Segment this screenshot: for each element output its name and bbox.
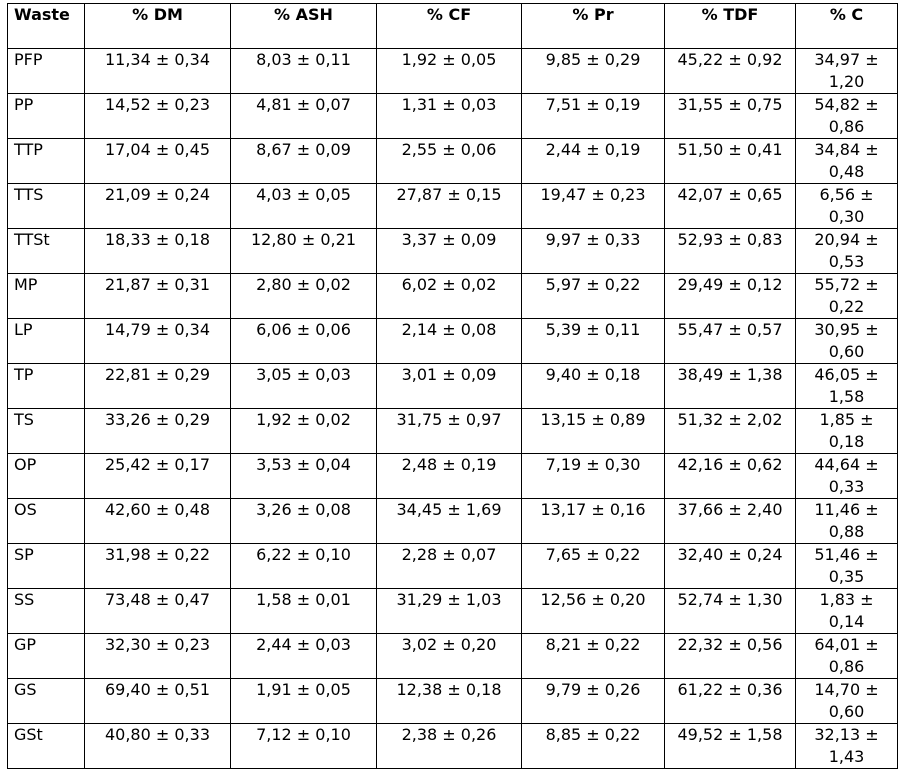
table-row <box>8 544 898 589</box>
cell-waste: OP <box>8 454 85 499</box>
table-row <box>8 679 898 724</box>
cell-c: 34,84 ± 0,48 <box>796 139 898 184</box>
cell-dm: 25,42 ± 0,17 <box>85 454 231 499</box>
cell-dm: 18,33 ± 0,18 <box>85 229 231 274</box>
cell-tdf: 42,07 ± 0,65 <box>665 184 796 229</box>
cell-cf: 34,45 ± 1,69 <box>377 499 522 544</box>
table-row <box>8 634 898 679</box>
cell-ash: 3,05 ± 0,03 <box>231 364 377 409</box>
cell-ash: 6,22 ± 0,10 <box>231 544 377 589</box>
cell-ash: 1,91 ± 0,05 <box>231 679 377 724</box>
header-c: % C <box>796 4 898 49</box>
cell-dm: 69,40 ± 0,51 <box>85 679 231 724</box>
cell-pr: 9,85 ± 0,29 <box>522 49 665 94</box>
cell-cf: 27,87 ± 0,15 <box>377 184 522 229</box>
cell-c: 44,64 ± 0,33 <box>796 454 898 499</box>
cell-c: 1,83 ± 0,14 <box>796 589 898 634</box>
cell-c: 30,95 ± 0,60 <box>796 319 898 364</box>
cell-pr: 8,85 ± 0,22 <box>522 724 665 769</box>
cell-waste: TS <box>8 409 85 454</box>
cell-tdf: 29,49 ± 0,12 <box>665 274 796 319</box>
cell-waste: PFP <box>8 49 85 94</box>
cell-waste: GSt <box>8 724 85 769</box>
cell-cf: 2,28 ± 0,07 <box>377 544 522 589</box>
cell-ash: 2,80 ± 0,02 <box>231 274 377 319</box>
cell-cf: 2,38 ± 0,26 <box>377 724 522 769</box>
cell-ash: 1,58 ± 0,01 <box>231 589 377 634</box>
cell-cf: 1,92 ± 0,05 <box>377 49 522 94</box>
table-row <box>8 184 898 229</box>
cell-tdf: 38,49 ± 1,38 <box>665 364 796 409</box>
header-cf: % CF <box>377 4 522 49</box>
cell-waste: SS <box>8 589 85 634</box>
cell-ash: 3,53 ± 0,04 <box>231 454 377 499</box>
cell-tdf: 61,22 ± 0,36 <box>665 679 796 724</box>
cell-pr: 19,47 ± 0,23 <box>522 184 665 229</box>
cell-tdf: 55,47 ± 0,57 <box>665 319 796 364</box>
cell-waste: GP <box>8 634 85 679</box>
cell-waste: TTS <box>8 184 85 229</box>
cell-pr: 2,44 ± 0,19 <box>522 139 665 184</box>
cell-dm: 21,87 ± 0,31 <box>85 274 231 319</box>
cell-ash: 8,03 ± 0,11 <box>231 49 377 94</box>
cell-cf: 1,31 ± 0,03 <box>377 94 522 139</box>
header-ash: % ASH <box>231 4 377 49</box>
cell-c: 64,01 ± 0,86 <box>796 634 898 679</box>
cell-tdf: 37,66 ± 2,40 <box>665 499 796 544</box>
cell-tdf: 51,50 ± 0,41 <box>665 139 796 184</box>
cell-dm: 11,34 ± 0,34 <box>85 49 231 94</box>
cell-tdf: 45,22 ± 0,92 <box>665 49 796 94</box>
cell-c: 6,56 ± 0,30 <box>796 184 898 229</box>
cell-pr: 9,79 ± 0,26 <box>522 679 665 724</box>
cell-waste: MP <box>8 274 85 319</box>
cell-ash: 3,26 ± 0,08 <box>231 499 377 544</box>
cell-waste: GS <box>8 679 85 724</box>
cell-dm: 73,48 ± 0,47 <box>85 589 231 634</box>
cell-waste: SP <box>8 544 85 589</box>
cell-ash: 4,81 ± 0,07 <box>231 94 377 139</box>
cell-waste: TTP <box>8 139 85 184</box>
table-row <box>8 94 898 139</box>
cell-dm: 14,52 ± 0,23 <box>85 94 231 139</box>
cell-pr: 9,97 ± 0,33 <box>522 229 665 274</box>
cell-pr: 7,19 ± 0,30 <box>522 454 665 499</box>
table-header <box>8 4 898 49</box>
cell-pr: 8,21 ± 0,22 <box>522 634 665 679</box>
cell-c: 20,94 ± 0,53 <box>796 229 898 274</box>
cell-c: 1,85 ± 0,18 <box>796 409 898 454</box>
cell-ash: 1,92 ± 0,02 <box>231 409 377 454</box>
cell-cf: 2,48 ± 0,19 <box>377 454 522 499</box>
cell-pr: 7,51 ± 0,19 <box>522 94 665 139</box>
cell-cf: 3,02 ± 0,20 <box>377 634 522 679</box>
cell-cf: 31,29 ± 1,03 <box>377 589 522 634</box>
cell-pr: 7,65 ± 0,22 <box>522 544 665 589</box>
table-row <box>8 499 898 544</box>
cell-ash: 4,03 ± 0,05 <box>231 184 377 229</box>
cell-dm: 31,98 ± 0,22 <box>85 544 231 589</box>
table-row <box>8 139 898 184</box>
cell-tdf: 49,52 ± 1,58 <box>665 724 796 769</box>
cell-c: 32,13 ± 1,43 <box>796 724 898 769</box>
cell-dm: 40,80 ± 0,33 <box>85 724 231 769</box>
cell-dm: 42,60 ± 0,48 <box>85 499 231 544</box>
cell-dm: 21,09 ± 0,24 <box>85 184 231 229</box>
table-row <box>8 364 898 409</box>
cell-waste: TTSt <box>8 229 85 274</box>
cell-dm: 22,81 ± 0,29 <box>85 364 231 409</box>
cell-tdf: 52,93 ± 0,83 <box>665 229 796 274</box>
cell-cf: 3,37 ± 0,09 <box>377 229 522 274</box>
cell-waste: LP <box>8 319 85 364</box>
cell-c: 54,82 ± 0,86 <box>796 94 898 139</box>
composition-table <box>7 3 898 769</box>
cell-ash: 7,12 ± 0,10 <box>231 724 377 769</box>
cell-dm: 14,79 ± 0,34 <box>85 319 231 364</box>
cell-c: 55,72 ± 0,22 <box>796 274 898 319</box>
cell-ash: 6,06 ± 0,06 <box>231 319 377 364</box>
cell-tdf: 31,55 ± 0,75 <box>665 94 796 139</box>
cell-dm: 33,26 ± 0,29 <box>85 409 231 454</box>
cell-ash: 12,80 ± 0,21 <box>231 229 377 274</box>
table-row <box>8 454 898 499</box>
cell-cf: 2,55 ± 0,06 <box>377 139 522 184</box>
header-tdf: % TDF <box>665 4 796 49</box>
table-row <box>8 229 898 274</box>
cell-c: 11,46 ± 0,88 <box>796 499 898 544</box>
table-row <box>8 589 898 634</box>
cell-waste: OS <box>8 499 85 544</box>
cell-ash: 8,67 ± 0,09 <box>231 139 377 184</box>
cell-c: 14,70 ± 0,60 <box>796 679 898 724</box>
cell-cf: 31,75 ± 0,97 <box>377 409 522 454</box>
cell-waste: TP <box>8 364 85 409</box>
cell-pr: 12,56 ± 0,20 <box>522 589 665 634</box>
cell-cf: 2,14 ± 0,08 <box>377 319 522 364</box>
header-dm: % DM <box>85 4 231 49</box>
cell-cf: 12,38 ± 0,18 <box>377 679 522 724</box>
cell-pr: 13,17 ± 0,16 <box>522 499 665 544</box>
cell-pr: 5,39 ± 0,11 <box>522 319 665 364</box>
cell-dm: 32,30 ± 0,23 <box>85 634 231 679</box>
cell-pr: 9,40 ± 0,18 <box>522 364 665 409</box>
table-body <box>8 49 898 769</box>
header-waste: Waste <box>8 4 85 49</box>
cell-tdf: 51,32 ± 2,02 <box>665 409 796 454</box>
table-row <box>8 409 898 454</box>
cell-pr: 5,97 ± 0,22 <box>522 274 665 319</box>
table-row <box>8 274 898 319</box>
cell-tdf: 22,32 ± 0,56 <box>665 634 796 679</box>
cell-tdf: 32,40 ± 0,24 <box>665 544 796 589</box>
cell-cf: 6,02 ± 0,02 <box>377 274 522 319</box>
header-pr: % Pr <box>522 4 665 49</box>
table-row <box>8 319 898 364</box>
cell-tdf: 42,16 ± 0,62 <box>665 454 796 499</box>
cell-pr: 13,15 ± 0,89 <box>522 409 665 454</box>
cell-cf: 3,01 ± 0,09 <box>377 364 522 409</box>
cell-waste: PP <box>8 94 85 139</box>
cell-c: 51,46 ± 0,35 <box>796 544 898 589</box>
cell-c: 34,97 ± 1,20 <box>796 49 898 94</box>
cell-tdf: 52,74 ± 1,30 <box>665 589 796 634</box>
cell-ash: 2,44 ± 0,03 <box>231 634 377 679</box>
table-row <box>8 49 898 94</box>
header-row <box>8 4 898 49</box>
cell-c: 46,05 ± 1,58 <box>796 364 898 409</box>
cell-dm: 17,04 ± 0,45 <box>85 139 231 184</box>
table-row <box>8 724 898 769</box>
